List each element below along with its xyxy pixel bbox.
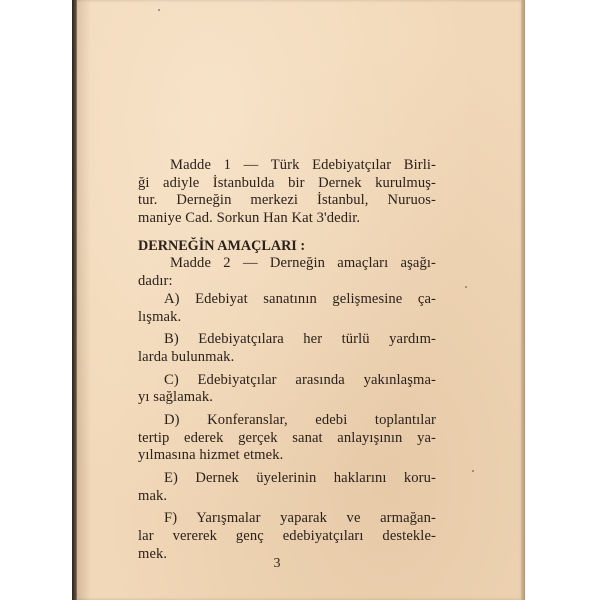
- article-1-line: Madde 1 — Türk Edebiyatçılar Birli-: [170, 157, 436, 173]
- purpose-item-line: B) Edebiyatçılara her türlü yardım-: [164, 331, 436, 348]
- paper-speck: [158, 9, 160, 11]
- page-edge: [521, 0, 525, 600]
- purpose-item-line: mek.: [138, 545, 168, 562]
- purpose-item-line: D) Konferanslar, edebi toplantılar: [164, 411, 436, 428]
- article-2: [138, 255, 436, 290]
- purpose-item-line: lışmak.: [138, 308, 182, 325]
- article-1-line: tur. Derneğin merkezi İstanbul, Nuruos-: [138, 192, 436, 209]
- article-2-line: dadır:: [138, 273, 173, 290]
- purpose-item-line: A) Edebiyat sanatının gelişmesine ça-: [164, 290, 436, 307]
- page-number: 3: [273, 556, 281, 571]
- purpose-item-c: [138, 372, 436, 407]
- purpose-item-a: [138, 291, 436, 326]
- purpose-item-line: lar vererek genç edebiyatçıları destekle-: [138, 528, 436, 545]
- document-body: [138, 157, 436, 563]
- article-1-line: maniye Cad. Sorkun Han Kat 3'dedir.: [138, 210, 361, 227]
- article-1: [138, 157, 436, 228]
- purpose-item-line: mak.: [138, 487, 168, 504]
- section-heading: DERNEĞİN AMAÇLARI :: [138, 237, 306, 254]
- purpose-item-line: tertip ederek gerçek sanat anlayışının ya-: [138, 429, 436, 446]
- article-2-line: Madde 2 — Derneğin amaçları aşağı-: [170, 255, 436, 272]
- article-1-line: ği adiyle İstanbulda bir Dernek kurulmuş-: [138, 174, 436, 191]
- paper-speck: [472, 470, 474, 472]
- purpose-item-line: yı sağlamak.: [138, 389, 213, 406]
- purpose-item-b: [138, 331, 436, 366]
- purpose-item-line: larda bulunmak.: [138, 348, 235, 365]
- purpose-item-line: E) Dernek üyelerinin haklarını koru-: [164, 470, 436, 486]
- purpose-item-d: [138, 412, 436, 465]
- purpose-item-line: F) Yarışmalar yaparak ve armağan-: [164, 510, 436, 527]
- purpose-item-e: [138, 470, 436, 505]
- purpose-item-line: yılmasına hizmet etmek.: [138, 447, 284, 464]
- purpose-item-line: C) Edebiyatçılar arasında yakınlaşma-: [164, 371, 436, 388]
- paper-speck: [465, 286, 467, 288]
